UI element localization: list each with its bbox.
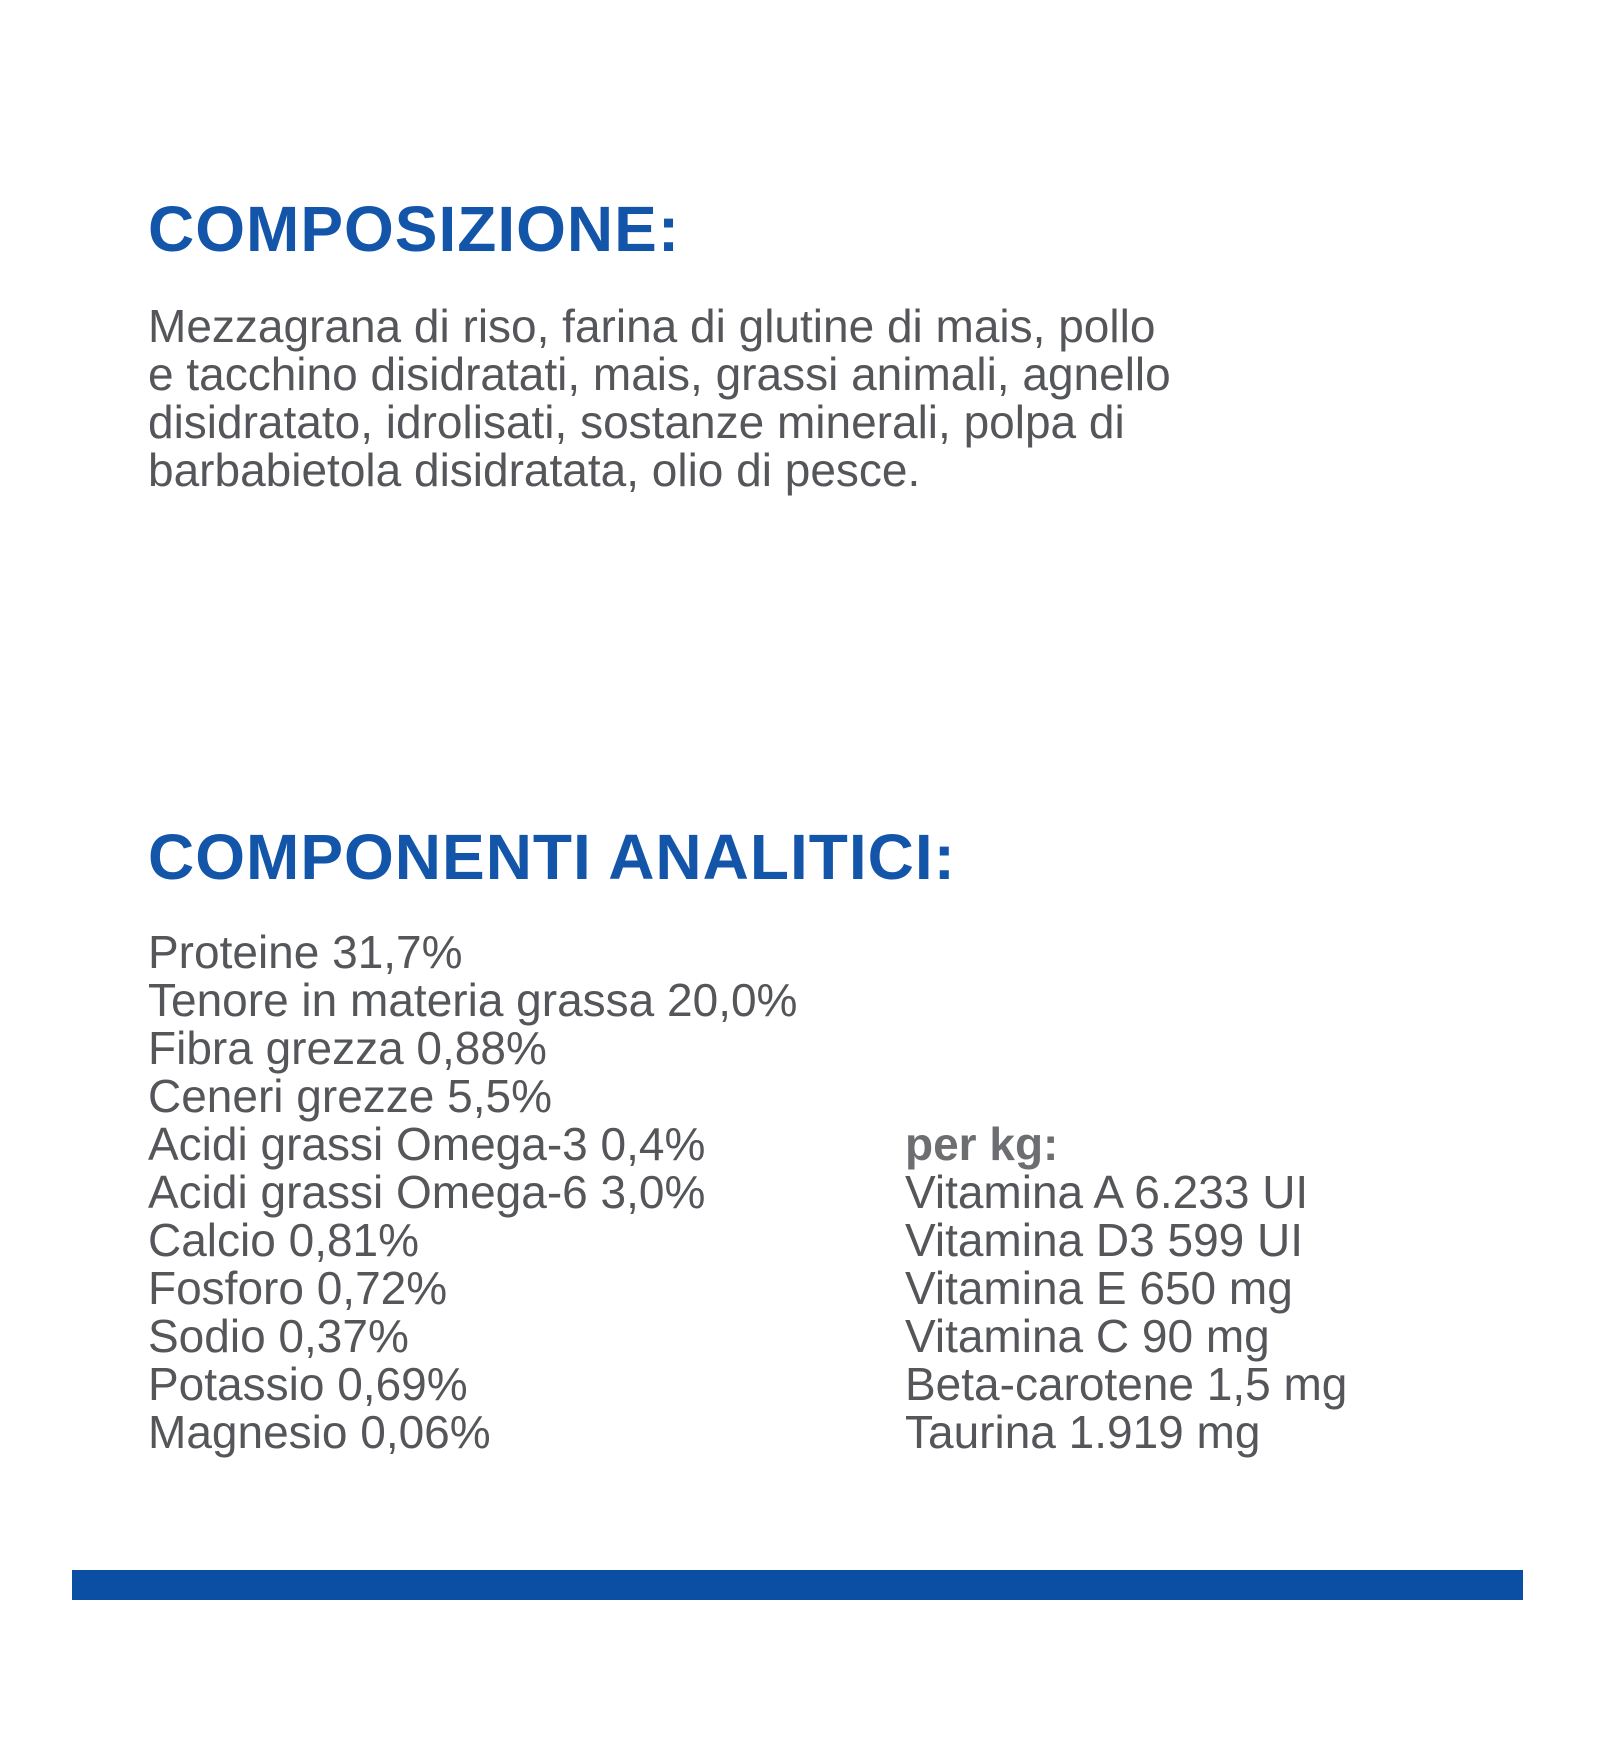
analysis-item-taurina: Taurina 1.919 mg: [905, 1406, 1261, 1458]
analysis-item-omega-3: Acidi grassi Omega-3 0,4%: [148, 1118, 706, 1170]
composition-line: Mezzagrana di riso, farina di glutine di mais, pollo: [148, 300, 1156, 352]
analysis-item-sodio: Sodio 0,37%: [148, 1310, 409, 1362]
analysis-item-vitamina-c: Vitamina C 90 mg: [905, 1310, 1270, 1362]
analysis-item-vitamina-a: Vitamina A 6.233 UI: [905, 1166, 1309, 1218]
analysis-item-proteine: Proteine 31,7%: [148, 926, 463, 978]
analysis-item-ceneri-grezze: Ceneri grezze 5,5%: [148, 1070, 552, 1122]
composition-line: e tacchino disidratati, mais, grassi animali, agnello: [148, 348, 1171, 400]
analysis-item-magnesio: Magnesio 0,06%: [148, 1406, 491, 1458]
composition-heading: COMPOSIZIONE:: [148, 193, 681, 265]
analytical-components-per-kg-column: [905, 1120, 1347, 1456]
composition-line: disidratato, idrolisati, sostanze minerali, polpa di: [148, 396, 1125, 448]
composition-paragraph: [148, 302, 1171, 494]
analysis-item-vitamina-e: Vitamina E 650 mg: [905, 1262, 1293, 1314]
analysis-item-fibra-grezza: Fibra grezza 0,88%: [148, 1022, 547, 1074]
analysis-item-fosforo: Fosforo 0,72%: [148, 1262, 448, 1314]
analysis-item-calcio: Calcio 0,81%: [148, 1214, 420, 1266]
analytical-components-left-column: [148, 928, 797, 1456]
analysis-item-potassio: Potassio 0,69%: [148, 1358, 468, 1410]
analysis-item-omega-6: Acidi grassi Omega-6 3,0%: [148, 1166, 706, 1218]
bottom-divider-bar: [72, 1570, 1523, 1600]
analysis-item-tenore-materia-grassa: Tenore in materia grassa 20,0%: [148, 974, 798, 1026]
analytical-components-heading: COMPONENTI ANALITICI:: [148, 821, 956, 893]
composition-line: barbabietola disidratata, olio di pesce.: [148, 444, 921, 496]
per-kg-label: per kg:: [905, 1118, 1059, 1170]
analysis-item-beta-carotene: Beta-carotene 1,5 mg: [905, 1358, 1348, 1410]
analysis-item-vitamina-d3: Vitamina D3 599 UI: [905, 1214, 1304, 1266]
